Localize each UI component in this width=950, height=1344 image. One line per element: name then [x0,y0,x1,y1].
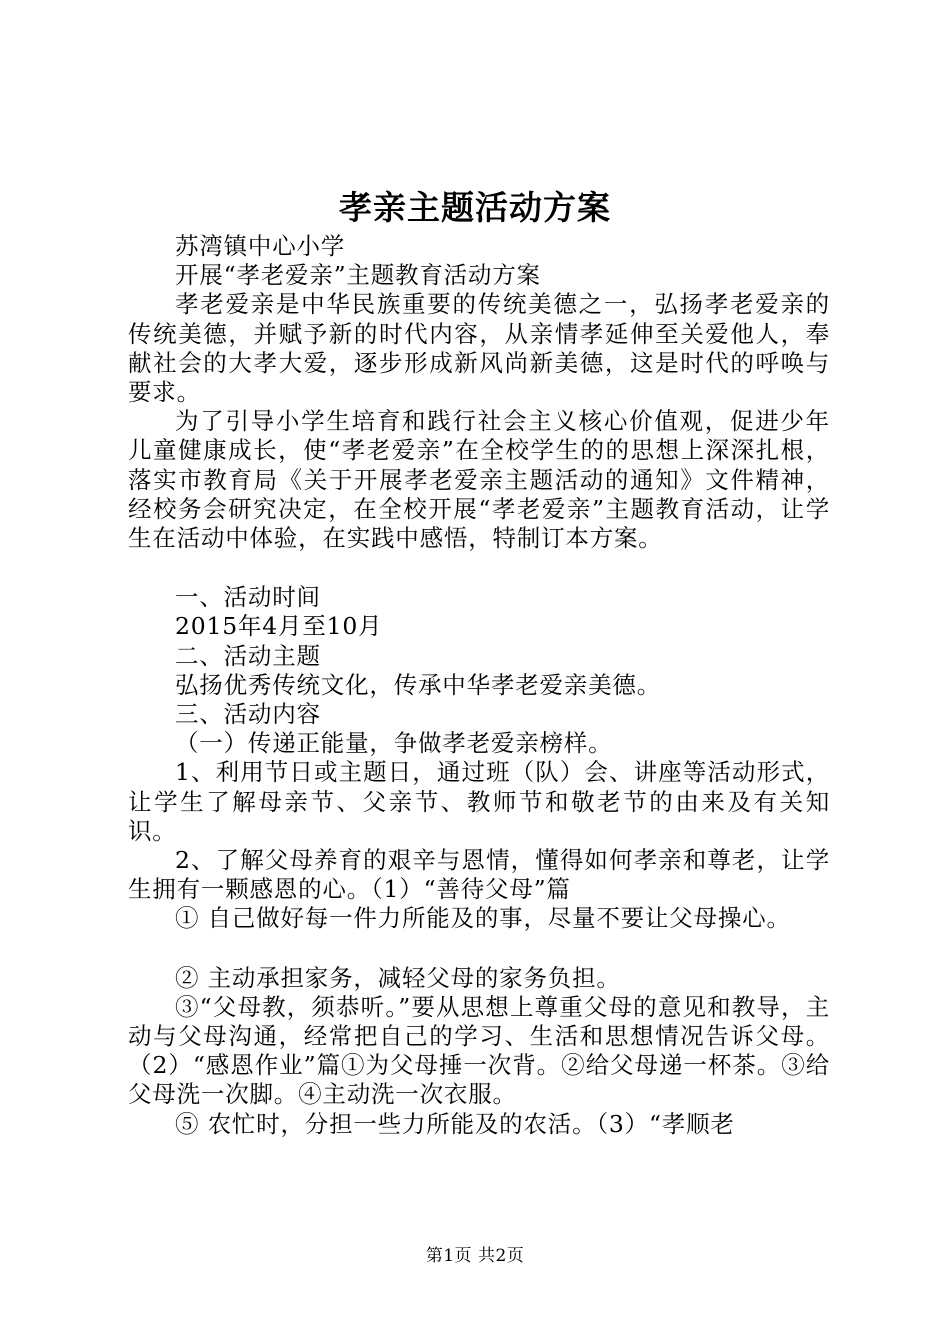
paragraph-item-circle-2: ② 主动承担家务，减轻父母的家务负担。 [175,963,621,992]
paragraph-item-circle-5: ⑤ 农忙时，分担一些力所能及的农活。（3）“孝顺老 [175,1109,735,1138]
section-heading-content: 三、活动内容 [175,700,321,729]
document-body [128,232,830,1139]
paragraph-item-1: 1、利用节日或主题日，通过班（队）会、讲座等活动形式，让学生了解母亲节、父亲节、教师节和敬老节的由来及有关知识。 [128,758,830,845]
paragraph-gap [128,934,830,964]
paragraph-item-circle-3: ③“父母教，须恭听。”要从思想上尊重父母的意见和教导，主动与父母沟通，经常把自己的学习、生活和思想情况告诉父母。（2）“感恩作业”篇①为父母捶一次背。②给父母递一杯茶。③给父母洗一次脚。④主动洗一次衣服。 [128,992,830,1109]
paragraph-gap [128,553,830,583]
paragraph-theme: 弘扬优秀传统文化，传承中华孝老爱亲美德。 [175,670,661,699]
paragraph-intro: 孝老爱亲是中华民族重要的传统美德之一，弘扬孝老爱亲的传统美德，并赋予新的时代内容，从亲情孝延伸至关爱他人，奉献社会的大孝大爱，逐步形成新风尚新美德，这是时代的呼唤与要求。 [128,290,830,407]
document-title: 孝亲主题活动方案 [339,188,611,227]
section-heading-theme: 二、活动主题 [175,641,321,670]
paragraph-item-circle-1: ① 自己做好每一件力所能及的事，尽量不要让父母操心。 [175,904,791,933]
paragraph-item-2: 2、了解父母养育的艰辛与恩情，懂得如何孝亲和尊老，让学生拥有一颗感恩的心。（1）“善待父母”篇 [128,846,830,904]
subsection-heading-1: （一）传递正能量，争做孝老爱亲榜样。 [175,729,613,758]
section-heading-time: 一、活动时间 [175,583,321,612]
paragraph-purpose: 为了引导小学生培育和践行社会主义核心价值观，促进少年儿童健康成长，使“孝老爱亲”在全校学生的的思想上深深扎根，落实市教育局《关于开展孝老爱亲主题活动的通知》文件精神，经校务会研究决定，在全校开展“孝老爱亲”主题教育活动，让学生在活动中体验，在实践中感悟，特制订本方案。 [128,407,830,553]
paragraph-school: 苏湾镇中心小学 [175,232,346,260]
paragraph-plan-heading: 开展“孝老爱亲”主题教育活动方案 [175,261,541,290]
page-footer: 第1页 共2页 [425,1246,525,1266]
paragraph-time: 2015年4月至10月 [175,612,383,641]
